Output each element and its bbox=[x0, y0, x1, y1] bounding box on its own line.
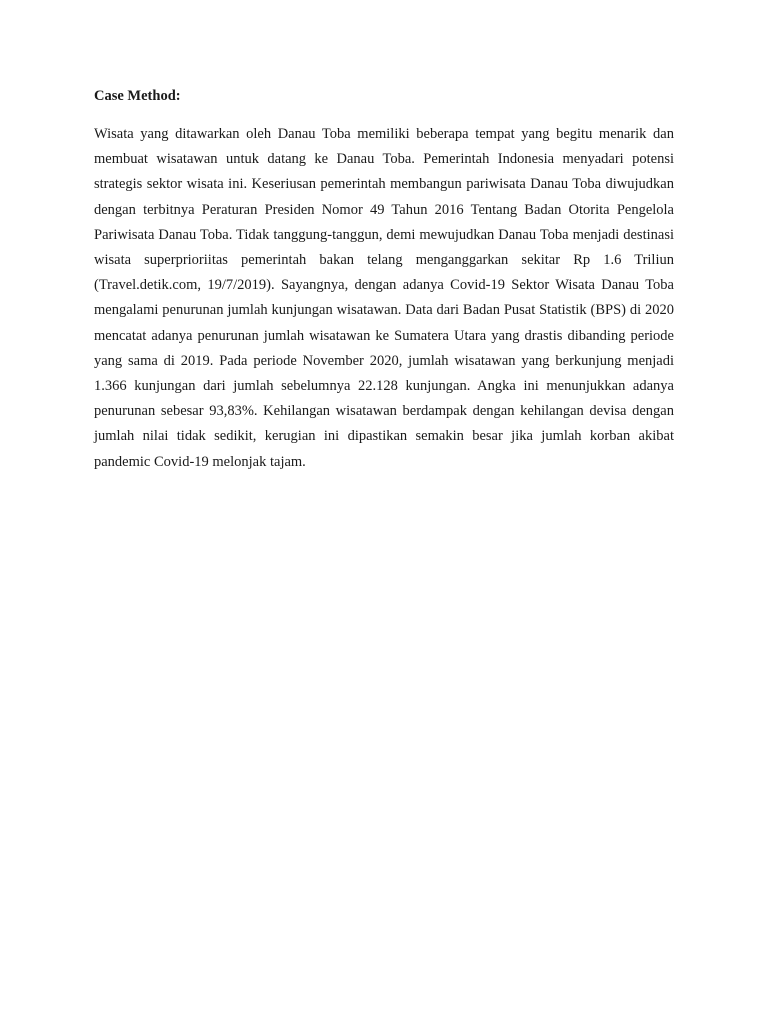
section-heading: Case Method: bbox=[94, 88, 181, 104]
body-paragraph: Wisata yang ditawarkan oleh Danau Toba memiliki beberapa tempat yang begitu menarik dan membuat wisatawan untuk datang ke Danau Toba. Pemerintah Indonesia menyadari potensi strategis sektor wisata ini. Keseriusan pemerintah membangun pariwisata Danau Toba diwujudkan dengan terbitnya Peraturan Presiden Nomor 49 Tahun 2016 Tentang Badan Otorita Pengelola Pariwisata Danau Toba. Tidak tanggung-tanggun, demi mewujudkan Danau Toba menjadi destinasi wisata superprioriitas pemerintah bakan telang menganggarkan sekitar Rp 1.6 Triliun (Travel.detik.com, 19/7/2019). Sayangnya, dengan adanya Covid-19 Sektor Wisata Danau Toba mengalami penurunan jumlah kunjungan wisatawan. Data dari Badan Pusat Statistik (BPS) di 2020 mencatat adanya penurunan jumlah wisatawan ke Sumatera Utara yang drastis dibanding periode yang sama di 2019. Pada periode November 2020, jumlah wisatawan yang berkunjung menjadi 1.366 kunjungan dari jumlah sebelumnya 22.128 kunjungan. Angka ini menunjukkan adanya penurunan sebesar 93,83%. Kehilangan wisatawan berdampak dengan kehilangan devisa dengan jumlah nilai tidak sedikit, kerugian ini dipastikan semakin besar jika jumlah korban akibat pandemic Covid-19 melonjak tajam. bbox=[94, 126, 674, 470]
